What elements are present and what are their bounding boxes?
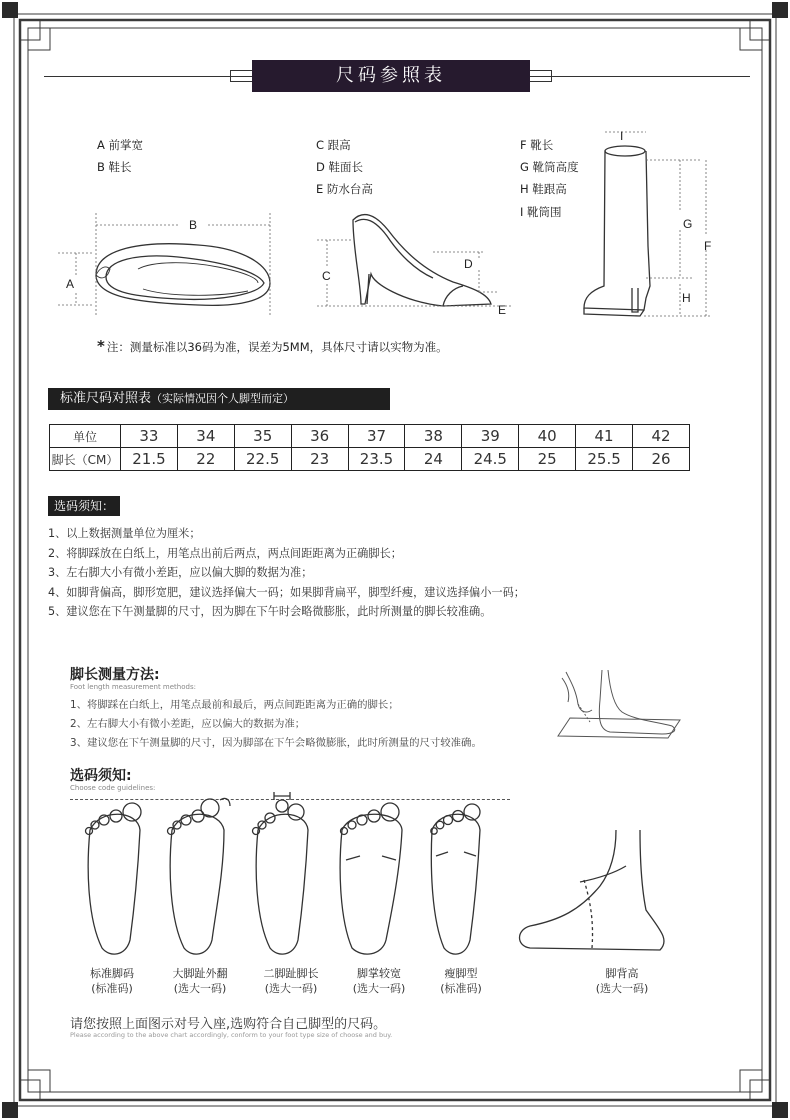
length-cell: 24 [405, 448, 462, 471]
caption-name: 脚掌较宽 [357, 967, 401, 980]
method-subtitle: Foot length measurement methods: [70, 683, 196, 691]
label-c: C 跟高 [316, 138, 351, 152]
length-cell: 26 [633, 448, 690, 471]
caption-wide-forefoot [334, 966, 424, 996]
size-cell: 40 [519, 425, 576, 448]
length-cell: 22 [177, 448, 234, 471]
letter-h: H [682, 291, 691, 305]
caption-advice: (标准码) [91, 982, 133, 995]
caption-name: 标准脚码 [90, 967, 134, 980]
size-cell: 39 [462, 425, 519, 448]
size-cell: 41 [576, 425, 633, 448]
caption-name: 二脚趾脚长 [263, 967, 319, 980]
caption-standard [67, 966, 157, 996]
list-item: 2、左右脚大小有微小差距，应以偏大的数据为准； [70, 718, 306, 730]
letter-i: I [620, 129, 624, 143]
list-item: 5、建议您在下午测量脚的尺寸，因为脚在下午时会略微膨胀，此时所测量的脚长较准确。 [48, 605, 492, 619]
title-rule-left-tick [230, 70, 252, 82]
caption-advice: (标准码) [440, 982, 482, 995]
boot-illustration [580, 126, 720, 326]
page-title: 尺码参照表 [252, 60, 530, 92]
size-cell: 34 [177, 425, 234, 448]
method-title: 脚长测量方法: [70, 667, 160, 683]
size-table [49, 424, 690, 471]
list-item: 3、左右脚大小有微小差距，应以偏大脚的数据为准； [48, 566, 313, 580]
length-cell: 23 [291, 448, 348, 471]
row-header-length: 脚长（CM） [50, 448, 121, 471]
foot-measuring-illustration [548, 660, 688, 750]
caption-advice: (选大一码) [173, 982, 227, 995]
label-a: A 前掌宽 [97, 138, 144, 152]
table-row-sizes [50, 425, 690, 448]
list-item: 1、将脚踩在白纸上，用笔点最前和最后，两点间距距离为正确的脚长； [70, 699, 399, 711]
label-h: H 鞋跟高 [520, 182, 567, 196]
high-heel-illustration [313, 200, 513, 320]
caption-advice: (选大一码) [264, 982, 318, 995]
guide-title: 选码须知: [70, 768, 132, 784]
label-f: F 靴长 [520, 138, 554, 152]
title-rule-right [530, 76, 750, 77]
footer-text: 请您按照上面图示对号入座,选购符合自己脚型的尺码。 [70, 1017, 387, 1032]
size-table-title-bar [48, 388, 390, 410]
size-cell: 37 [348, 425, 405, 448]
size-table-title: 标准尺码对照表 [60, 391, 152, 406]
size-cell: 35 [234, 425, 291, 448]
table-row-lengths [50, 448, 690, 471]
size-cell: 38 [405, 425, 462, 448]
size-cell: 33 [121, 425, 178, 448]
size-cell: 36 [291, 425, 348, 448]
label-b: B 鞋长 [97, 160, 132, 174]
caption-high-instep [577, 966, 667, 996]
list-item: 2、将脚踩放在白纸上，用笔点出前后两点，两点间距距离为正确脚长； [48, 546, 402, 560]
shoe-top-view-illustration [58, 205, 278, 320]
label-g: G 靴筒高度 [520, 160, 579, 174]
letter-f: F [704, 239, 712, 253]
guide-subtitle: Choose code guidelines: [70, 784, 156, 792]
method-list [70, 696, 482, 753]
caption-name: 脚背高 [605, 967, 639, 980]
caption-name: 大脚趾外翻 [172, 967, 228, 980]
tips-label: 选码须知： [48, 496, 120, 516]
caption-advice: (选大一码) [352, 982, 406, 995]
caption-name: 瘦脚型 [444, 967, 478, 980]
size-cell: 42 [633, 425, 690, 448]
length-cell: 24.5 [462, 448, 519, 471]
footer-subtext: Please according to the above chart accordingly, conform to your foot type size of choose and buy. [70, 1031, 393, 1039]
letter-b: B [189, 218, 198, 232]
title-rule-right-tick [530, 70, 552, 82]
foot-shapes-illustration [60, 790, 700, 960]
length-cell: 25.5 [576, 448, 633, 471]
title-rule-left [44, 76, 252, 77]
label-d: D 鞋面长 [316, 160, 364, 174]
size-table-subtitle: （实际情况因个人脚型而定） [151, 392, 295, 405]
letter-d: D [464, 257, 473, 271]
row-header-unit: 单位 [50, 425, 121, 448]
letter-e: E [498, 303, 507, 317]
note-text: 注：测量标准以36码为准，误差为5MM，具体尺寸请以实物为准。 [106, 340, 448, 354]
label-i: I 靴筒围 [520, 205, 562, 219]
list-item: 4、如脚背偏高，脚形宽肥，建议选择偏大一码；如果脚背扁平，脚型纤瘦，建议选择偏小一码； [48, 585, 525, 599]
caption-thin-foot [416, 966, 506, 996]
length-cell: 23.5 [348, 448, 405, 471]
note-asterisk: * [97, 337, 105, 355]
measurement-note [97, 337, 448, 355]
length-cell: 22.5 [234, 448, 291, 471]
list-item: 1、以上数据测量单位为厘米； [48, 527, 201, 540]
length-cell: 21.5 [121, 448, 178, 471]
tips-list [48, 524, 525, 622]
length-cell: 25 [519, 448, 576, 471]
caption-bunion [155, 966, 245, 996]
letter-c: C [322, 269, 331, 283]
list-item: 3、建议您在下午测量脚的尺寸，因为脚部在下午会略微膨胀，此时所测量的尺寸较准确。 [70, 737, 482, 749]
caption-advice: (选大一码) [595, 982, 649, 995]
label-e: E 防水台高 [316, 182, 373, 196]
letter-a: A [66, 277, 75, 291]
caption-second-toe [246, 966, 336, 996]
letter-g: G [683, 217, 693, 231]
